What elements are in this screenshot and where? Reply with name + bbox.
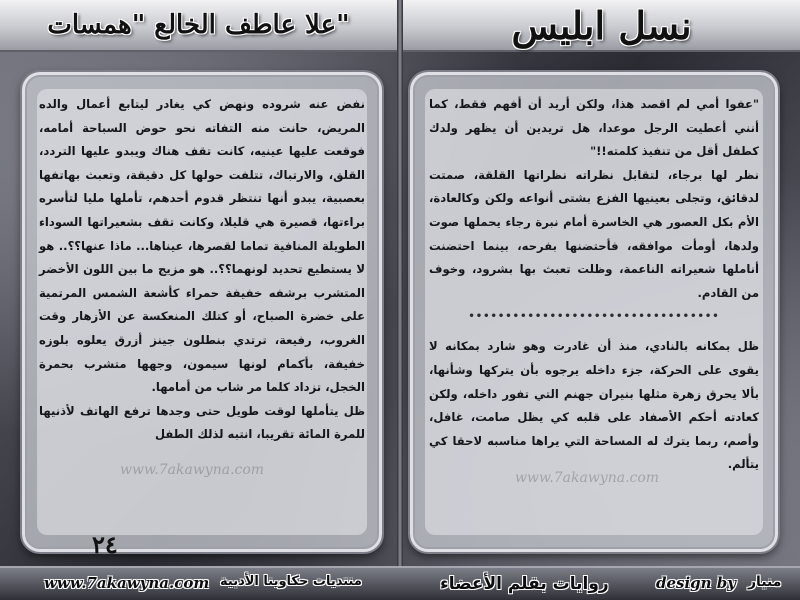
right-watermark: www.7akawyna.com — [515, 470, 660, 486]
footer-bar — [0, 566, 800, 600]
section-divider: •••••••••••••••••••••••••••••••••• — [468, 311, 720, 323]
right-paragraph-3: ظل بمكانه بالنادي، منذ أن غادرت وهو شارد بمكانه لا يقوى على الحركة، جزء داخله يرجوه بأن يتركها وشأنها، بألا يحرق زهرة مثلها بنيران جهنم التي تفور داخله، ولكن كعادته أحكم الأصفاد على قلبه كي يظل صامت، غافل، وأصم، ربما يترك له المساحة التي يراها مناسبه لاحقا كي يتألم. — [429, 339, 759, 472]
left-watermark: www.7akawyna.com — [120, 462, 265, 478]
right-page-text — [429, 93, 759, 477]
right-paragraph-2: نظر لها برجاء، لتقابل نظراته نظراتها القلقة، صمتت لدقائق، وتجلى بعينيها الفزع بشتى أنواعه ولكن وكالعادة، الأم بكل العصور هي الخاسرة أمام نبرة رجاء يحملها صوت ولدها، أومأت موافقه، فأحتضنها بفرحه، بينما احتضنت أناملها شعيراته الناعمة، وظلت تعبث بها بشرود، وخوف من القادم. — [429, 167, 759, 300]
left-paragraph-1: نفض عنه شروده ونهض كي يغادر ليتابع أعمال والده المريض، حانت منه التفاته نحو حوض السباحة أمامه، فوقعت عليها عينيه، كانت تقف هناك ويبدو عليها التردد، القلق، والارتباك، تتلفت حولها كل دقيقة، وتعبث بهاتفها بعصبية، يبدو أنها تنتظر قدوم أحدهم، تأملها مليا لتأسره براءتها، قصيرة هي قليلا، وكانت تقف بشعيراتها السوداء الطويلة المنافية تماما لقصرها، عيناها... ماذا عنها؟؟.. هو لا يستطيع تحديد لونهما؟؟.. هو مزيج ما بين اللون الأخضر المتشرب برشفه خفيفة حمراء كأشعة الشمس المرتمية على خضرة الصباح، أو كتلك المنعكسة عن الأزهار وقت الغروب، رفيعة، ترتدي بنطلون جينز أزرق يعلوه بلوزه خفيفة، بأكمام لونها سيمون، وجهها متشرب بحمرة الخجل، تزداد كلما مر شاب من أمامها. — [39, 97, 365, 395]
book-spine — [397, 0, 403, 600]
left-page-frame — [22, 72, 382, 552]
novels-caption: روايات بقلم الأعضاء — [440, 574, 609, 594]
page-number: ٢٤ — [92, 530, 118, 559]
forum-name: منتديات حكاوينا الأدبية — [220, 574, 362, 589]
author-title: "علا عاطف الخالع "همسات — [47, 10, 350, 40]
left-page-text — [39, 93, 365, 447]
right-title-bar — [403, 0, 800, 52]
left-paragraph-2: ظل يتأملها لوقت طويل حتى وجدها ترفع الهاتف لأذنيها للمرة المائة تقريبا، انتبه لذلك الطفل — [39, 403, 365, 442]
right-paragraph-1: "عفوا أمي لم اقصد هذا، ولكن أريد أن أفهم فقط، كما أنني أعطيت الرجل موعدا، هل تريدين أن يظهر ولدك كطفل أقل من تنفيذ كلمته!!" — [429, 97, 759, 159]
site-link[interactable]: www.7akawyna.com — [44, 574, 210, 592]
novel-title: نسل ابليس — [511, 2, 692, 48]
designer-name: منيار — [748, 574, 782, 590]
design-by-label: design by — [656, 574, 736, 592]
left-title-bar — [0, 0, 397, 52]
